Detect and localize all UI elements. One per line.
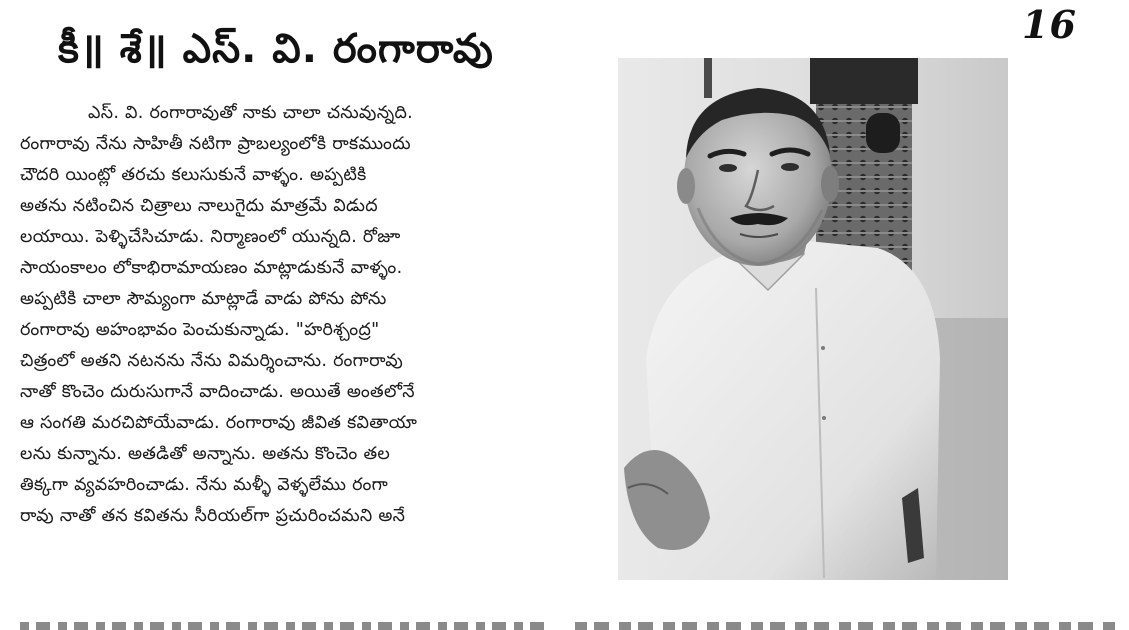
cut-off-text-row bbox=[20, 616, 1120, 630]
body-line: ఆ సంగతి మరచిపోయేవాడు. రంగారావు జీవిత కవితాయా bbox=[20, 413, 418, 433]
cut-off-text-right bbox=[575, 616, 1115, 630]
right-eye bbox=[781, 163, 799, 171]
body-line: ఎస్. వి. రంగారావుతో నాకు చాలా చనువున్నది. bbox=[88, 103, 414, 123]
portrait-illustration bbox=[618, 58, 1008, 580]
body-line: రంగారావు అహంభావం పెంచుకున్నాడు. "హరిశ్చంద్ర" bbox=[20, 320, 380, 340]
door-frame bbox=[810, 58, 918, 104]
portrait-photo bbox=[618, 58, 1008, 580]
body-line: రావు నాతో తన కవితను సీరియల్‌గా ప్రచురించమని అనే bbox=[20, 506, 406, 526]
left-ear bbox=[677, 168, 695, 204]
cut-off-text-left bbox=[20, 616, 548, 630]
shirt-button bbox=[822, 416, 826, 420]
body-line: తిక్కగా వ్యవహరించాడు. నేను మళ్ళీ వెళ్ళలేము రంగా bbox=[20, 475, 389, 495]
body-line: లయాయి. పెళ్ళిచేసిచూడు. నిర్మాణంలో యున్నది. రోజూ bbox=[20, 227, 401, 247]
shirt-button bbox=[821, 346, 825, 350]
lattice-ornament bbox=[866, 113, 900, 153]
body-line: సాయంకాలం లోకాభిరామాయణం మాట్లాడుకునే వాళ్ళం. bbox=[20, 258, 403, 278]
left-eye bbox=[719, 164, 737, 172]
pole bbox=[704, 58, 712, 98]
body-line: అతను నటించిన చిత్రాలు నాలుగైదు మాత్రమే విడుద bbox=[20, 196, 378, 216]
article-body bbox=[20, 98, 555, 532]
body-line: అప్పటికి చాలా సౌమ్యంగా మాట్లాడే వాడు పోను పోను bbox=[20, 289, 387, 309]
body-line: చిత్రంలో అతని నటనను నేను విమర్శించాను. రంగారావు bbox=[20, 351, 403, 371]
page-number: 16 bbox=[1022, 2, 1077, 47]
body-line: నాతో కొంచెం దురుసుగానే వాదించాడు. అయితే అంతలోనే bbox=[20, 382, 415, 402]
body-line: చౌదరి యింట్లో తరచు కలుసుకునే వాళ్ళం. అప్పటికి bbox=[20, 165, 367, 185]
right-ear bbox=[821, 166, 839, 202]
body-line: రంగారావు నేను సాహితీ నటిగా ప్రాబల్యంలోకి రాకముందు bbox=[20, 134, 411, 154]
body-line: లను కున్నాను. అతడితో అన్నాను. అతను కొంచెం తల bbox=[20, 444, 391, 464]
article-title: కీ॥ శే॥ ఎస్. వి. రంగారావు bbox=[58, 26, 494, 72]
